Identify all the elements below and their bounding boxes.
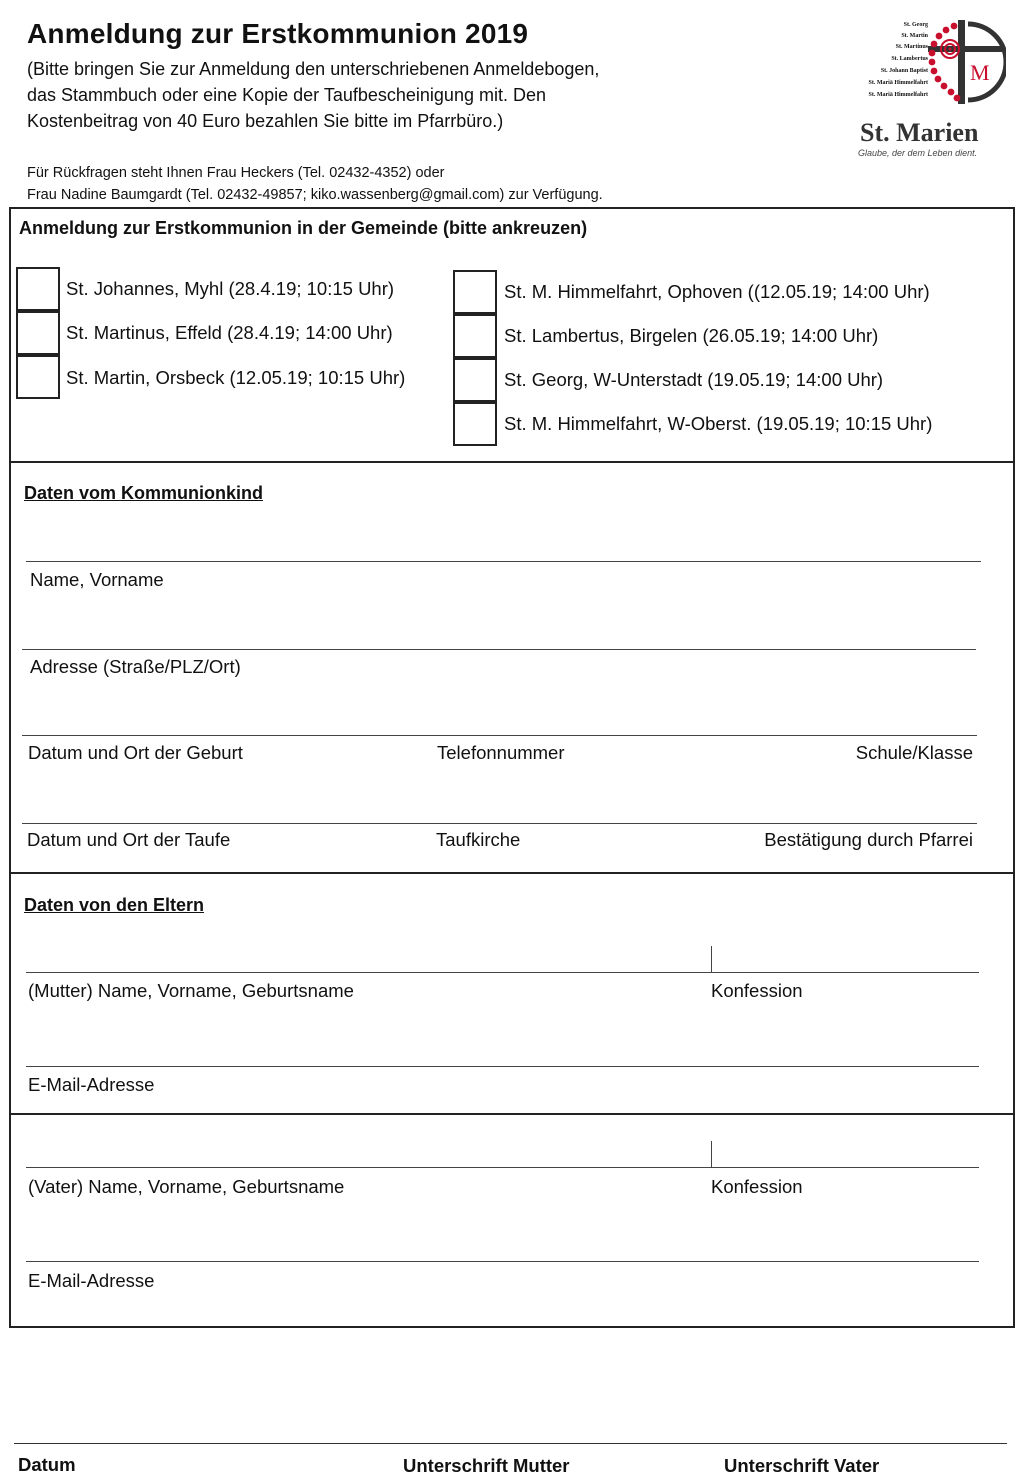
checkbox-w-unterstadt[interactable] — [453, 358, 497, 402]
signature-date-label: Datum — [18, 1454, 76, 1475]
mother-email-line[interactable] — [26, 1066, 979, 1067]
parents-heading: Daten von den Eltern — [24, 895, 205, 915]
child-heading: Daten vom Kommunionkind — [24, 483, 264, 503]
intro-line-3: Kostenbeitrag von 40 Euro bezahlen Sie bitte im Pfarrbüro.) — [27, 111, 504, 131]
father-email-line[interactable] — [26, 1261, 979, 1262]
option-effeld: St. Martinus, Effeld (28.4.19; 14:00 Uhr) — [66, 322, 393, 343]
logo-parish-2: St. Martin — [901, 33, 928, 39]
option-w-unterstadt: St. Georg, W-Unterstadt (19.05.19; 14:00 Uhr) — [504, 369, 884, 390]
signature-father-label: Unterschrift Vater — [724, 1455, 880, 1476]
mother-name-line[interactable] — [26, 972, 979, 973]
birth-line[interactable] — [22, 735, 977, 736]
child-baptism-label: Datum und Ort der Taufe — [27, 829, 231, 850]
father-section — [9, 1113, 1015, 1328]
child-birth-label: Datum und Ort der Geburt — [28, 742, 243, 763]
option-w-oberstadt: St. M. Himmelfahrt, W-Oberst. (19.05.19; 10:15 Uhr) — [504, 413, 933, 434]
checkbox-orsbeck[interactable] — [16, 355, 60, 399]
child-name-label: Name, Vorname — [30, 569, 164, 590]
option-myhl: St. Johannes, Myhl (28.4.19; 10:15 Uhr) — [66, 278, 395, 299]
logo-parish-6: St. Mariä Himmelfahrt — [868, 80, 928, 86]
option-orsbeck: St. Martin, Orsbeck (12.05.19; 10:15 Uhr) — [66, 367, 406, 388]
address-line[interactable] — [22, 649, 976, 650]
intro-line-2: das Stammbuch oder eine Kopie der Taufbescheinigung mit. Den — [27, 85, 546, 105]
father-confession-label: Konfession — [711, 1176, 803, 1197]
baptism-line[interactable] — [22, 823, 977, 824]
checkbox-birgelen[interactable] — [453, 314, 497, 358]
option-birgelen: St. Lambertus, Birgelen (26.05.19; 14:00 Uhr) — [504, 325, 879, 346]
logo-parish-7: St. Mariä Himmelfahrt — [868, 92, 928, 98]
logo-name: St. Marien — [860, 118, 979, 147]
signature-line[interactable] — [14, 1443, 1007, 1444]
father-name-label: (Vater) Name, Vorname, Geburtsname — [28, 1176, 345, 1197]
mother-email-label: E-Mail-Adresse — [28, 1074, 155, 1095]
checkbox-w-oberstadt[interactable] — [453, 402, 497, 446]
intro-line-1: (Bitte bringen Sie zur Anmeldung den unterschriebenen Anmeldebogen, — [27, 59, 600, 79]
logo-slogan: Glaube, der dem Leben dient. — [858, 148, 978, 158]
child-address-label: Adresse (Straße/PLZ/Ort) — [30, 656, 241, 677]
contact-line-1: Für Rückfragen steht Ihnen Frau Heckers (Tel. 02432-4352) oder — [27, 165, 445, 181]
father-name-line[interactable] — [26, 1167, 979, 1168]
father-divider — [711, 1141, 712, 1167]
child-phone-label: Telefonnummer — [437, 742, 565, 763]
checkbox-ophoven[interactable] — [453, 270, 497, 314]
logo-parish-1: St. Georg — [903, 22, 928, 28]
logo-cross-icon — [924, 18, 1006, 106]
father-email-label: E-Mail-Adresse — [28, 1270, 155, 1291]
option-ophoven: St. M. Himmelfahrt, Ophoven ((12.05.19; 14:00 Uhr) — [504, 281, 930, 302]
logo-parish-4: St. Lambertus — [891, 56, 928, 62]
child-school-label: Schule/Klasse — [855, 742, 973, 763]
logo-parish-5: St. Johann Baptist — [880, 68, 928, 74]
child-confirmation-label: Bestätigung durch Pfarrei — [764, 829, 973, 850]
mother-confession-label: Konfession — [711, 980, 803, 1001]
page-title: Anmeldung zur Erstkommunion 2019 — [27, 18, 529, 49]
logo-letter: M — [970, 60, 990, 85]
child-church-label: Taufkirche — [436, 829, 521, 850]
mother-divider — [711, 946, 712, 972]
checkbox-myhl[interactable] — [16, 267, 60, 311]
logo-parish-3: St. Martinus — [895, 44, 928, 50]
mother-name-label: (Mutter) Name, Vorname, Geburtsname — [28, 980, 354, 1001]
community-heading: Anmeldung zur Erstkommunion in der Gemeinde (bitte ankreuzen) — [19, 218, 588, 238]
parish-logo — [840, 14, 1010, 164]
name-line[interactable] — [26, 561, 981, 562]
checkbox-effeld[interactable] — [16, 311, 60, 355]
contact-line-2: Frau Nadine Baumgardt (Tel. 02432-49857; kiko.wassenberg@gmail.com) zur Verfügung. — [27, 187, 603, 203]
signature-mother-label: Unterschrift Mutter — [403, 1455, 570, 1476]
